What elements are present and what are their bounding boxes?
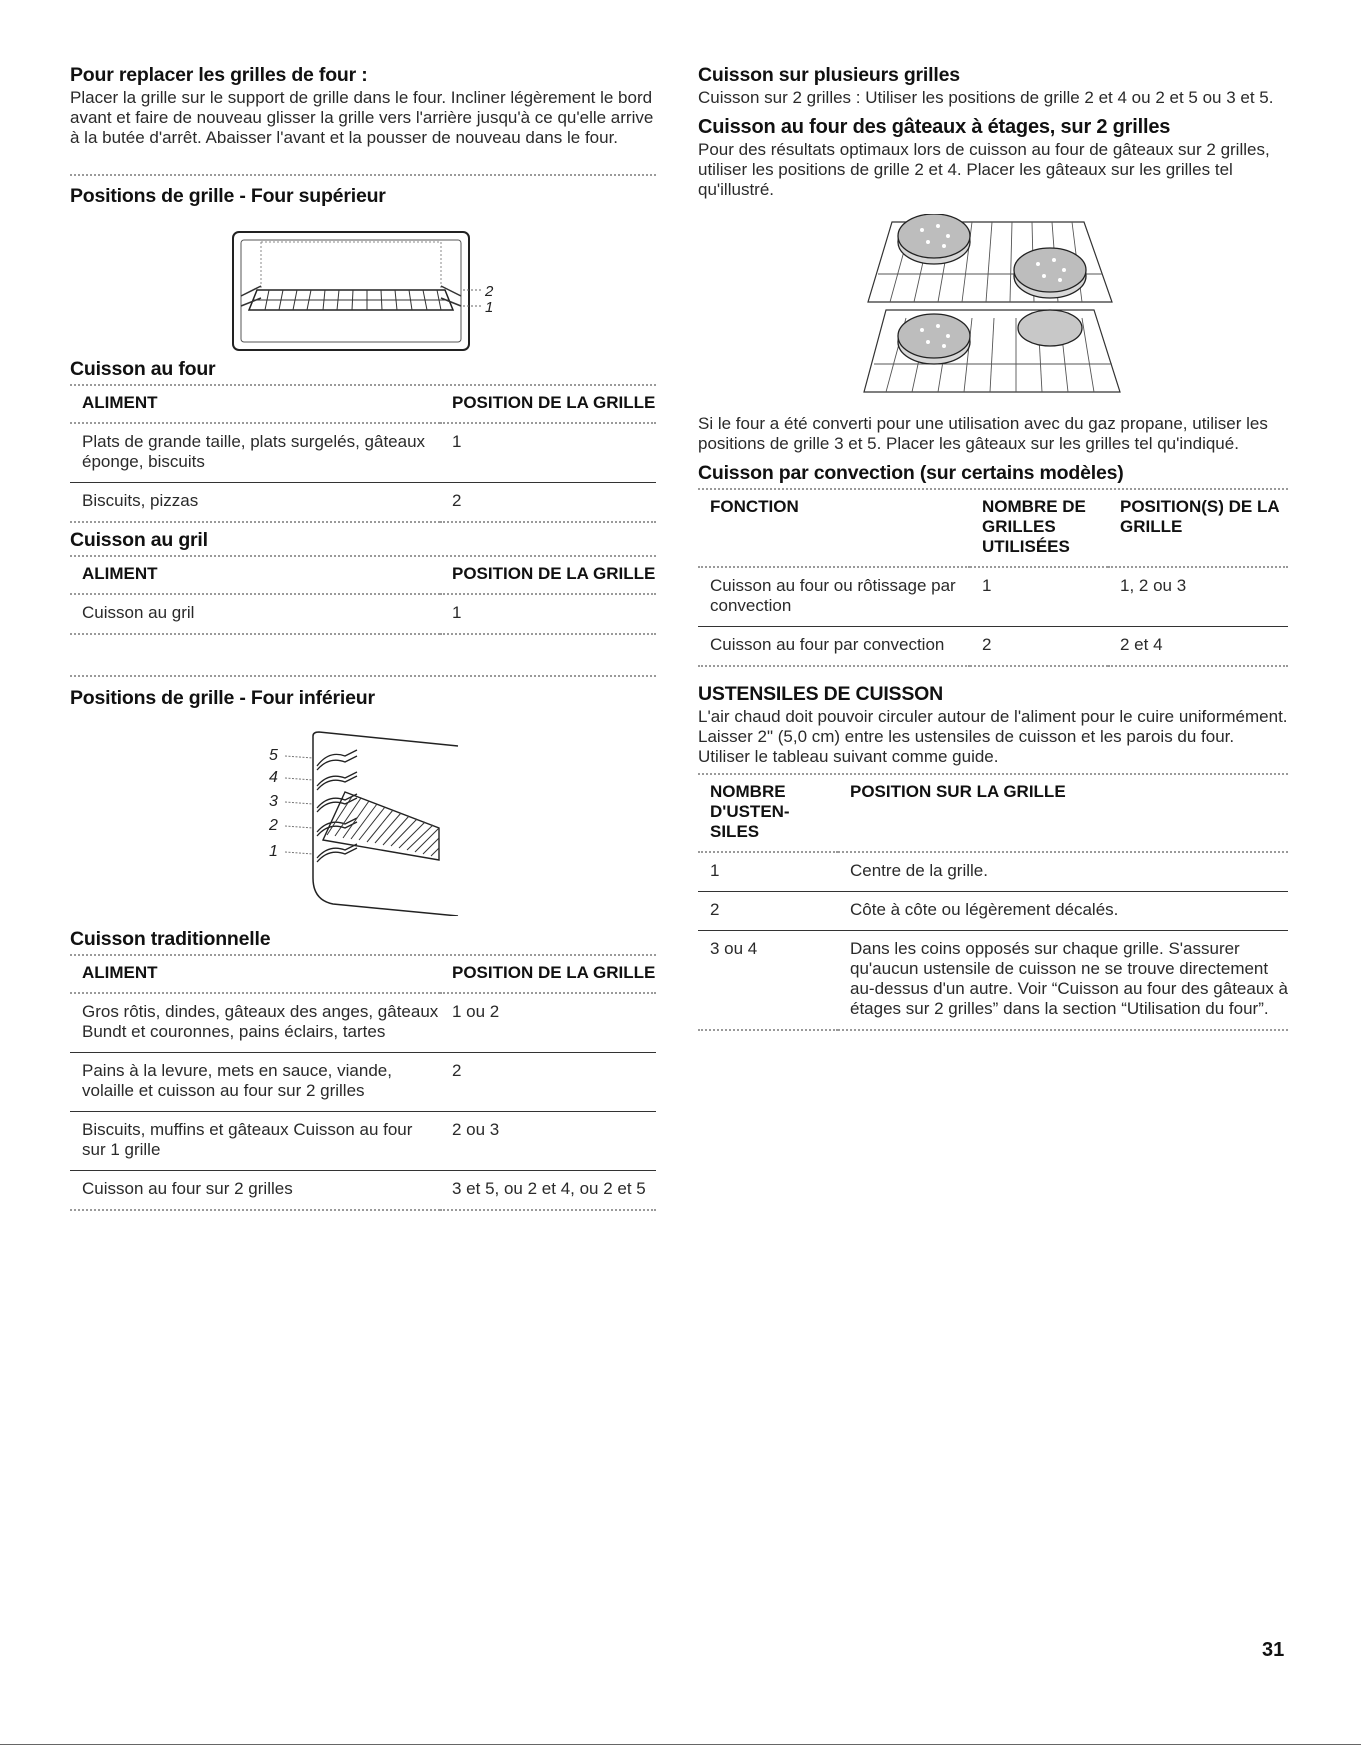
broil-table: [70, 557, 656, 635]
replace-racks-text: Placer la grille sur le support de grille dans le four. Incliner légèrement le bord avant et faire de nouveau glisser la grille vers l'arrière jusqu'à ce qu'elle arrive à la butée d'arrêt. Abaisser l'avant et la pousser de nouveau dans le four.: [70, 88, 654, 147]
multi-rack-text: Cuisson sur 2 grilles : Utiliser les positions de grille 2 et 4 ou 2 et 5 ou 3 et 5.: [698, 88, 1274, 107]
table-cell: Côte à côte ou légèrement décalés.: [850, 900, 1119, 919]
column-header: POSITION DE LA GRILLE: [452, 564, 656, 583]
cookware-heading: USTENSILES DE CUISSON: [698, 683, 944, 705]
lower-fig-label-4: 4: [269, 769, 278, 786]
table-row: [70, 1171, 656, 1211]
table-row: [70, 993, 656, 1053]
table-row: [698, 567, 1288, 627]
traditional-table: [70, 956, 656, 1211]
bake-table: [70, 386, 656, 523]
table-cell: Cuisson au four par convection: [710, 635, 945, 654]
table-cell: 1: [982, 576, 992, 595]
lower-fig-label-5: 5: [269, 747, 278, 764]
lower-fig-label-1: 1: [269, 843, 278, 860]
lower-fig-label-3: 3: [269, 793, 278, 810]
convection-heading: Cuisson par convection (sur certains modèles): [698, 462, 1124, 484]
column-header: ALIMENT: [82, 963, 158, 982]
upper-oven-rack-illustration: [213, 228, 513, 356]
column-header: NOMBRE DE GRILLES UTILISÉES: [982, 497, 1086, 556]
table-row: [70, 1112, 656, 1171]
lower-oven-heading: Positions de grille - Four inférieur: [70, 687, 375, 709]
bake-heading: Cuisson au four: [70, 358, 216, 380]
table-row: [698, 892, 1288, 931]
divider: [70, 174, 656, 176]
traditional-heading: Cuisson traditionnelle: [70, 928, 271, 950]
layer-cakes-illustration: [862, 214, 1124, 404]
upper-fig-label-2: 2: [485, 283, 494, 300]
table-cell: 1: [710, 861, 720, 880]
table-row: [698, 852, 1288, 892]
table-cell: 1: [452, 432, 462, 451]
divider: [70, 675, 656, 677]
table-row: [70, 594, 656, 634]
table-cell: Centre de la grille.: [850, 861, 988, 880]
left-column: [70, 64, 656, 1211]
table-row: [698, 627, 1288, 667]
upper-oven-heading: Positions de grille - Four supérieur: [70, 185, 386, 207]
lower-fig-label-2: 2: [269, 817, 278, 834]
multi-rack-heading: Cuisson sur plusieurs grilles: [698, 64, 960, 86]
layer-cake-text: Pour des résultats optimaux lors de cuisson au four de gâteaux sur 2 grilles, utiliser les positions de grille 2 et 4. Placer les gâteaux sur les grilles tel qu'illustré.: [698, 140, 1270, 199]
table-cell: Cuisson au four ou rôtissage par convection: [710, 576, 956, 615]
table-cell: Dans les coins opposés sur chaque grille. S'assurer qu'aucun ustensile de cuisson ne se trouve directement au-dessus d'un autre. Voir “Cuisson au four des gâteaux à étages sur 2 grilles” dans la section “Utilisation du four”.: [850, 939, 1288, 1018]
table-row: [70, 423, 656, 483]
table-cell: Biscuits, pizzas: [82, 491, 199, 510]
table-cell: 3 et 5, ou 2 et 4, ou 2 et 5: [452, 1179, 646, 1198]
table-cell: 1 ou 2: [452, 1002, 500, 1021]
broil-heading: Cuisson au gril: [70, 529, 208, 551]
lower-oven-rack-illustration: [263, 728, 463, 916]
table-cell: Cuisson au gril: [82, 603, 195, 622]
table-cell: 2: [710, 900, 720, 919]
propane-text: Si le four a été converti pour une utilisation avec du gaz propane, utiliser les positions de grille 3 et 5. Placer les gâteaux sur les grilles tel qu'indiqué.: [698, 414, 1268, 453]
column-header: POSITION SUR LA GRILLE: [850, 782, 1066, 801]
table-cell: 2: [452, 491, 462, 510]
cookware-table: [698, 775, 1288, 1031]
divider: [0, 1744, 1361, 1745]
table-cell: Plats de grande taille, plats surgelés, gâteaux éponge, biscuits: [82, 432, 426, 471]
table-cell: 2 ou 3: [452, 1120, 500, 1139]
table-row: [70, 483, 656, 523]
page-number: 31: [1262, 1639, 1285, 1661]
table-cell: Gros rôtis, dindes, gâteaux des anges, gâteaux Bundt et couronnes, pains éclairs, tartes: [82, 1002, 439, 1041]
table-cell: 1: [452, 603, 462, 622]
table-cell: Biscuits, muffins et gâteaux Cuisson au four sur 1 grille: [82, 1120, 413, 1159]
layer-cake-heading: Cuisson au four des gâteaux à étages, sur 2 grilles: [698, 116, 1171, 138]
column-header: FONCTION: [710, 497, 799, 516]
table-row: [698, 931, 1288, 1031]
table-cell: Pains à la levure, mets en sauce, viande, volaille et cuisson au four sur 2 grilles: [82, 1061, 392, 1100]
column-header: ALIMENT: [82, 564, 158, 583]
upper-fig-label-1: 1: [485, 299, 494, 316]
column-header: POSITION DE LA GRILLE: [452, 393, 656, 412]
column-header: POSITION(S) DE LA GRILLE: [1120, 497, 1279, 536]
replace-racks-heading: Pour replacer les grilles de four :: [70, 64, 368, 86]
table-cell: 2 et 4: [1120, 635, 1163, 654]
convection-table: [698, 490, 1288, 667]
column-header: NOMBRE D'USTEN- SILES: [710, 782, 790, 841]
column-header: ALIMENT: [82, 393, 158, 412]
column-header: POSITION DE LA GRILLE: [452, 963, 656, 982]
right-column: [698, 64, 1288, 1031]
table-cell: 3 ou 4: [710, 939, 758, 958]
table-cell: 2: [982, 635, 992, 654]
table-cell: 2: [452, 1061, 462, 1080]
table-cell: Cuisson au four sur 2 grilles: [82, 1179, 293, 1198]
cookware-text: L'air chaud doit pouvoir circuler autour de l'aliment pour le cuire uniformément. Laisser 2" (5,0 cm) entre les ustensiles de cuisson et les parois du four. Utiliser le tableau suivant comme guide.: [698, 707, 1288, 766]
table-row: [70, 1053, 656, 1112]
table-cell: 1, 2 ou 3: [1120, 576, 1187, 595]
